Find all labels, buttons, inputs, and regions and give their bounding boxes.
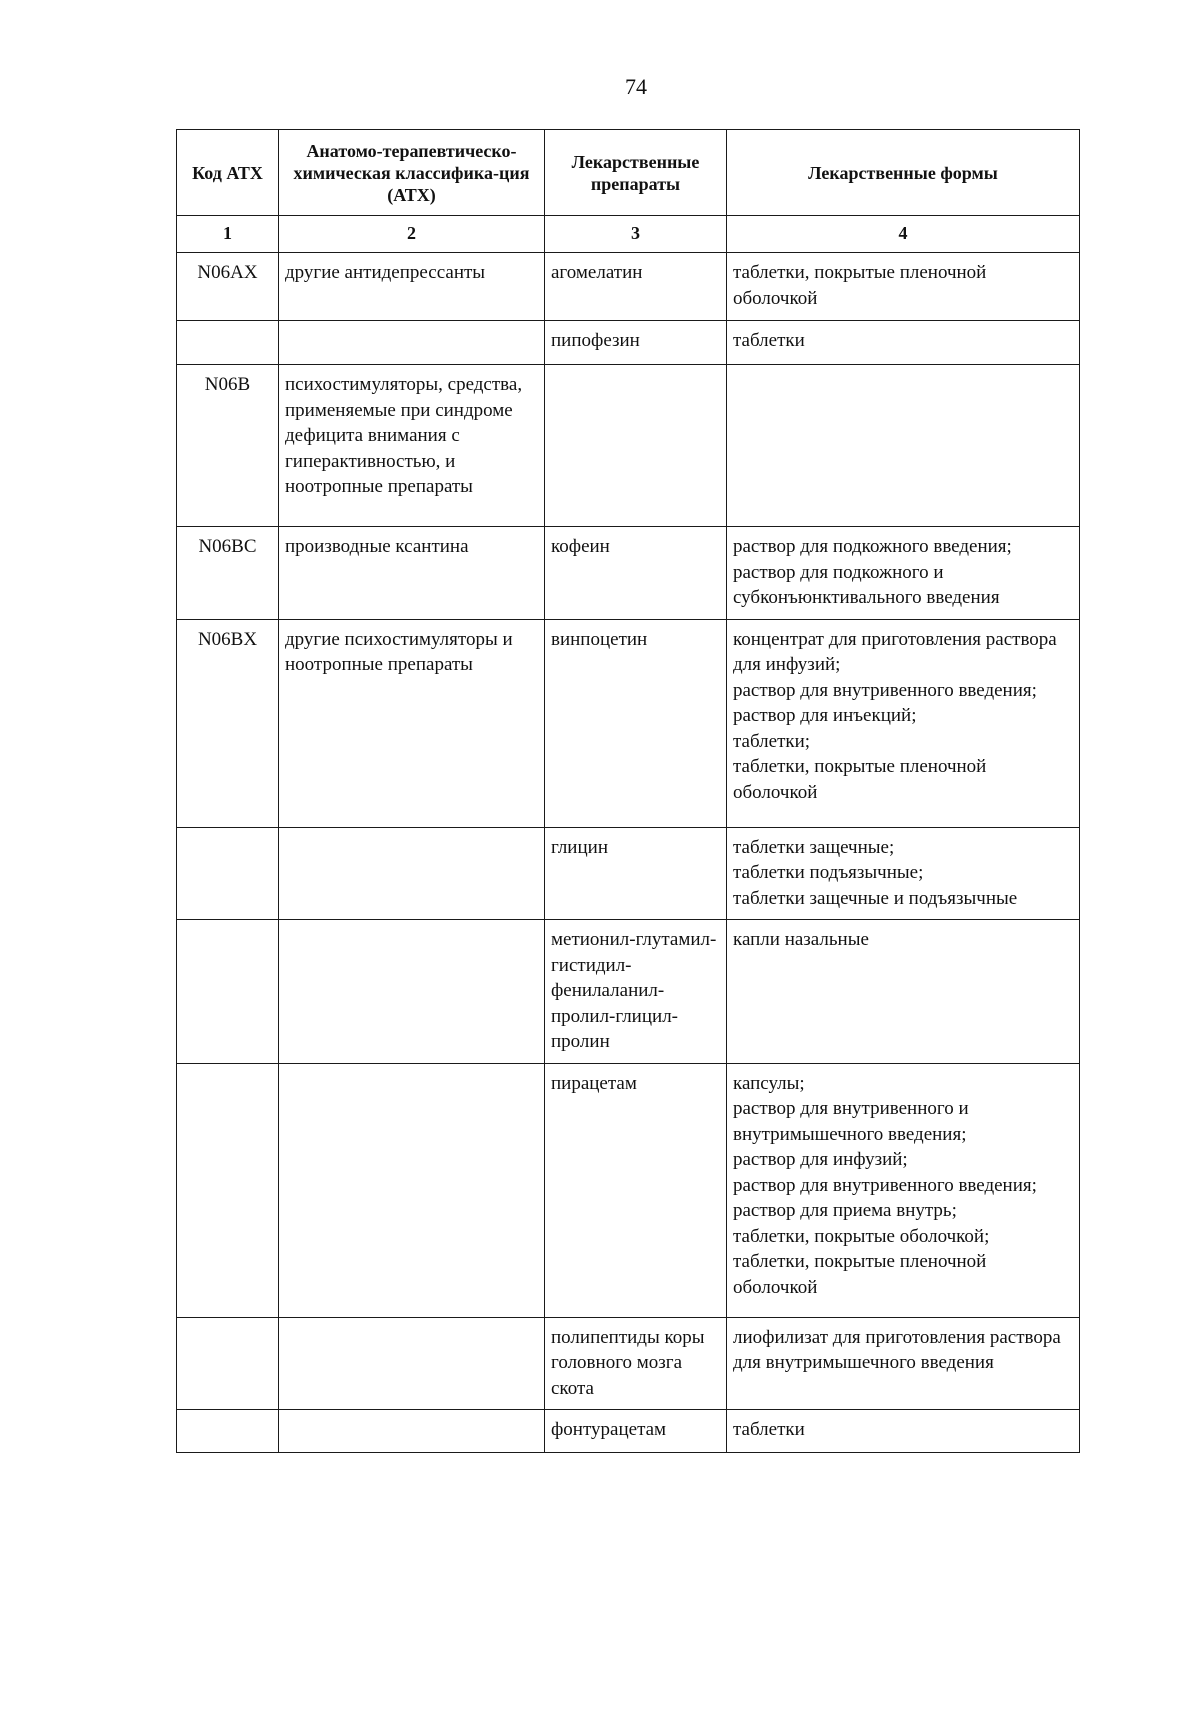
atx-classification-cell: другие психостимуляторы и ноотропные препараты xyxy=(279,619,545,827)
dosage-forms-cell xyxy=(727,321,1080,365)
atx-classification-cell xyxy=(279,321,545,365)
dosage-form-item: раствор для внутривенного введения; xyxy=(733,1174,1037,1196)
column-number: 2 xyxy=(279,216,545,253)
atx-code-cell: N06BC xyxy=(177,527,279,620)
drug-name-cell xyxy=(545,365,727,527)
dosage-form-item: раствор для приема внутрь; xyxy=(733,1200,957,1221)
dosage-form-item: раствор для подкожного и субконъюнктивального введения xyxy=(733,561,1000,608)
column-number: 4 xyxy=(727,216,1080,253)
table-row xyxy=(177,1410,1080,1453)
drug-name-cell: метионил-глутамил-гистидил-фенилаланил-пролил-глицил-пролин xyxy=(545,920,727,1064)
drug-name-cell: пирацетам xyxy=(545,1063,727,1317)
table-row xyxy=(177,619,1080,827)
dosage-form-item: раствор для внутривенного введения; xyxy=(733,679,1037,701)
dosage-forms-cell xyxy=(727,619,1080,827)
dosage-form-item: раствор для подкожного введения; xyxy=(733,536,1012,557)
atx-code-cell: N06AX xyxy=(177,253,279,321)
table-row xyxy=(177,1317,1080,1410)
atx-code-cell xyxy=(177,920,279,1064)
table-row xyxy=(177,321,1080,365)
atx-classification-cell xyxy=(279,1410,545,1453)
atx-classification-cell xyxy=(279,827,545,920)
atx-code-cell: N06BX xyxy=(177,619,279,827)
table-row xyxy=(177,253,1080,321)
dosage-forms-cell xyxy=(727,920,1080,1064)
dosage-form-item: таблетки, покрытые оболочкой; xyxy=(733,1225,990,1247)
atx-classification-cell xyxy=(279,1317,545,1410)
drug-name-cell: агомелатин xyxy=(545,253,727,321)
table-header-row xyxy=(177,130,1080,216)
dosage-forms-cell xyxy=(727,1410,1080,1453)
atx-code-cell: N06B xyxy=(177,365,279,527)
drug-name-cell: винпоцетин xyxy=(545,619,727,827)
dosage-form-item: таблетки подъязычные; xyxy=(733,862,924,883)
dosage-form-item: таблетки, покрытые пленочной оболочкой xyxy=(733,262,987,309)
atx-code-cell xyxy=(177,827,279,920)
header-atx-classification: Анатомо-терапевтическо-химическая классифика-ция (АТХ) xyxy=(279,130,545,216)
dosage-form-item: капли назальные xyxy=(733,929,869,950)
dosage-form-item: концентрат для приготовления раствора для инфузий; xyxy=(733,628,1057,675)
dosage-forms-cell xyxy=(727,253,1080,321)
atx-classification-cell: производные ксантина xyxy=(279,527,545,620)
drug-name-cell: пипофезин xyxy=(545,321,727,365)
column-number: 1 xyxy=(177,216,279,253)
header-atx-code: Код АТХ xyxy=(177,130,279,216)
atx-classification-cell xyxy=(279,920,545,1064)
dosage-form-item: таблетки, покрытые пленочной оболочкой xyxy=(733,1251,987,1298)
dosage-form-item: раствор для внутривенного и внутримышечного введения; xyxy=(733,1098,969,1145)
dosage-forms-cell xyxy=(727,827,1080,920)
dosage-form-item: таблетки защечные и подъязычные xyxy=(733,887,1018,909)
atx-code-cell xyxy=(177,1317,279,1410)
dosage-form-item: капсулы; xyxy=(733,1072,805,1094)
dosage-form-item: раствор для инфузий; xyxy=(733,1149,908,1170)
dosage-forms-cell xyxy=(727,527,1080,620)
drug-name-cell: кофеин xyxy=(545,527,727,620)
column-number-row xyxy=(177,216,1080,253)
atx-classification-cell: психостимуляторы, средства, применяемые при синдроме дефицита внимания с гиперактивностью, и ноотропные препараты xyxy=(279,365,545,527)
atx-code-cell xyxy=(177,1063,279,1317)
header-dosage-forms: Лекарственные формы xyxy=(727,130,1080,216)
header-drugs: Лекарственные препараты xyxy=(545,130,727,216)
atx-drug-table xyxy=(176,129,1080,1453)
dosage-form-item: таблетки xyxy=(733,1419,805,1440)
atx-code-cell xyxy=(177,1410,279,1453)
dosage-forms-cell xyxy=(727,365,1080,527)
dosage-form-item: таблетки, покрытые пленочной оболочкой xyxy=(733,756,987,803)
column-number: 3 xyxy=(545,216,727,253)
dosage-forms-cell xyxy=(727,1317,1080,1410)
drug-name-cell: полипептиды коры головного мозга скота xyxy=(545,1317,727,1410)
atx-classification-cell xyxy=(279,1063,545,1317)
dosage-form-item: таблетки; xyxy=(733,730,811,752)
atx-classification-cell: другие антидепрессанты xyxy=(279,253,545,321)
dosage-forms-cell xyxy=(727,1063,1080,1317)
dosage-form-item: лиофилизат для приготовления раствора для внутримышечного введения xyxy=(733,1326,1061,1373)
table-row xyxy=(177,827,1080,920)
dosage-form-item: таблетки xyxy=(733,330,805,351)
drug-name-cell: глицин xyxy=(545,827,727,920)
table-body xyxy=(177,253,1080,1453)
table-row xyxy=(177,920,1080,1064)
page-number: 74 xyxy=(625,74,647,99)
atx-code-cell xyxy=(177,321,279,365)
table-row xyxy=(177,1063,1080,1317)
dosage-form-item: раствор для инъекций; xyxy=(733,705,917,726)
table-row xyxy=(177,365,1080,527)
drug-name-cell: фонтурацетам xyxy=(545,1410,727,1453)
table-row xyxy=(177,527,1080,620)
dosage-form-item: таблетки защечные; xyxy=(733,836,895,858)
